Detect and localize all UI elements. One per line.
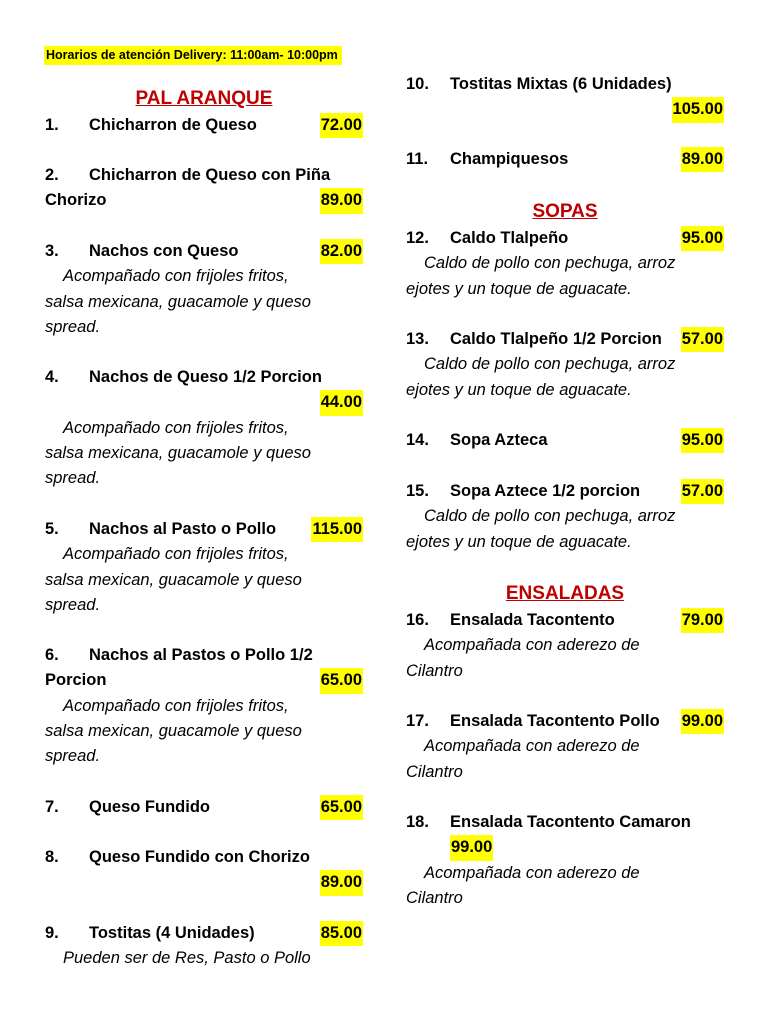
- item-name: Nachos al Pastos o Pollo 1/2: [89, 646, 313, 664]
- menu-item-2: [45, 163, 363, 214]
- description-line: ejotes y un toque de aguacate.: [406, 279, 632, 298]
- item-description: [45, 416, 363, 492]
- item-price: 65.00: [320, 795, 363, 820]
- item-name: Nachos al Pasto o Pollo: [89, 520, 277, 538]
- item-number: 9.: [45, 924, 59, 942]
- description-line: Acompañado con frijoles fritos,: [63, 267, 289, 286]
- item-price: 95.00: [681, 428, 724, 453]
- item-price: 115.00: [311, 517, 363, 542]
- item-number: 10.: [406, 75, 429, 93]
- item-number: 14.: [406, 431, 429, 449]
- menu-item-17: [406, 709, 724, 785]
- menu-item-11: [406, 147, 724, 172]
- item-name: Queso Fundido con Chorizo: [89, 848, 310, 866]
- menu-item-16: [406, 608, 724, 684]
- item-description: [406, 633, 724, 684]
- item-name: Ensalada Tacontento: [450, 611, 615, 629]
- item-name-continued: Chorizo: [45, 191, 107, 210]
- menu-item-5: [45, 517, 363, 618]
- item-number: 13.: [406, 330, 429, 348]
- item-description: [406, 734, 724, 785]
- item-name: Caldo Tlalpeño 1/2 Porcion: [450, 330, 662, 348]
- menu-item-4: [45, 365, 363, 491]
- item-description: [45, 264, 363, 340]
- item-number: 15.: [406, 482, 429, 500]
- item-description: [45, 542, 363, 618]
- item-number: 17.: [406, 712, 429, 730]
- item-price: 99.00: [681, 709, 724, 734]
- item-name: Tostitas Mixtas (6 Unidades): [450, 75, 672, 93]
- item-number: 18.: [406, 813, 429, 831]
- description-line: spread.: [45, 469, 101, 488]
- item-price: 95.00: [681, 226, 724, 251]
- item-description: [406, 251, 724, 302]
- item-number: 7.: [45, 798, 59, 816]
- section-title-sopas: SOPAS: [532, 201, 598, 222]
- menu-item-3: [45, 239, 363, 340]
- description-line: Acompañado con frijoles fritos,: [63, 418, 289, 437]
- item-number: 5.: [45, 520, 59, 538]
- item-description: [45, 946, 363, 971]
- item-name: Sopa Aztece 1/2 porcion: [450, 482, 641, 500]
- menu-item-9: [45, 921, 363, 972]
- menu-item-1: [45, 113, 363, 138]
- menu-item-7: [45, 795, 363, 820]
- item-number: 11.: [406, 150, 429, 168]
- item-number: 12.: [406, 229, 429, 247]
- item-price: 65.00: [320, 668, 363, 693]
- item-number: 3.: [45, 242, 59, 260]
- description-line: ejotes y un toque de aguacate.: [406, 380, 632, 399]
- description-line: Caldo de pollo con pechuga, arroz: [424, 507, 676, 526]
- description-line: Cilantro: [406, 888, 463, 907]
- item-price: 57.00: [681, 479, 724, 504]
- description-line: Cilantro: [406, 762, 463, 781]
- item-description: [406, 504, 724, 555]
- item-number: 4.: [45, 368, 59, 386]
- description-line: spread.: [45, 595, 101, 614]
- item-name: Ensalada Tacontento Camaron: [450, 813, 691, 831]
- item-price: 44.00: [320, 390, 363, 415]
- description-line: Acompañado con frijoles fritos,: [63, 545, 289, 564]
- item-description: [45, 694, 363, 770]
- description-line: spread.: [45, 317, 101, 336]
- menu-item-14: [406, 428, 724, 453]
- item-price: 89.00: [320, 870, 363, 895]
- menu-item-18: [406, 810, 724, 911]
- item-name: Tostitas (4 Unidades): [89, 924, 255, 942]
- description-line: salsa mexican, guacamole y queso: [45, 570, 302, 589]
- item-name: Sopa Azteca: [450, 431, 548, 449]
- section-title-ensaladas: ENSALADAS: [505, 583, 625, 604]
- item-number: 2.: [45, 166, 59, 184]
- item-number: 8.: [45, 848, 59, 866]
- item-price: 85.00: [320, 921, 363, 946]
- item-price: 105.00: [672, 97, 724, 122]
- item-name-continued: Porcion: [45, 671, 107, 690]
- item-name: Chicharron de Queso con Piña: [89, 166, 331, 184]
- description-line: Caldo de pollo con pechuga, arroz: [424, 355, 676, 374]
- description-line: spread.: [45, 747, 101, 766]
- item-price: 72.00: [320, 113, 363, 138]
- item-description: [406, 861, 724, 912]
- item-name: Chicharron de Queso: [89, 116, 257, 134]
- description-line: Acompañada con aderezo de: [424, 737, 640, 756]
- item-name: Nachos con Queso: [89, 242, 239, 260]
- menu-item-10: [406, 72, 724, 123]
- menu-item-6: [45, 643, 363, 769]
- description-line: Cilantro: [406, 661, 463, 680]
- description-line: salsa mexican, guacamole y queso: [45, 721, 302, 740]
- item-number: 16.: [406, 611, 429, 629]
- item-name: Queso Fundido: [89, 798, 210, 816]
- item-name: Caldo Tlalpeño: [450, 229, 569, 247]
- item-price: 99.00: [450, 835, 493, 860]
- description-line: Pueden ser de Res, Pasto o Pollo: [63, 949, 311, 968]
- section-title-pal-aranque: PAL ARANQUE: [135, 88, 273, 109]
- item-price: 89.00: [320, 188, 363, 213]
- menu-item-12: [406, 226, 724, 302]
- menu-item-15: [406, 479, 724, 555]
- item-name: Ensalada Tacontento Pollo: [450, 712, 660, 730]
- item-price: 57.00: [681, 327, 724, 352]
- description-line: Caldo de pollo con pechuga, arroz: [424, 254, 676, 273]
- description-line: salsa mexicana, guacamole y queso: [45, 292, 311, 311]
- item-number: 6.: [45, 646, 59, 664]
- description-line: salsa mexicana, guacamole y queso: [45, 443, 311, 462]
- item-price: 82.00: [320, 239, 363, 264]
- item-price: 89.00: [681, 147, 724, 172]
- menu-item-8: [45, 845, 363, 896]
- delivery-hours-banner: Horarios de atención Delivery: 11:00am- 10:00pm: [44, 46, 342, 65]
- menu-item-13: [406, 327, 724, 403]
- description-line: Acompañada con aderezo de: [424, 636, 640, 655]
- item-name: Champiquesos: [450, 150, 569, 168]
- item-number: 1.: [45, 116, 59, 134]
- item-description: [406, 352, 724, 403]
- description-line: ejotes y un toque de aguacate.: [406, 532, 632, 551]
- description-line: Acompañada con aderezo de: [424, 863, 640, 882]
- description-line: Acompañado con frijoles fritos,: [63, 696, 289, 715]
- item-name: Nachos de Queso 1/2 Porcion: [89, 368, 322, 386]
- item-price: 79.00: [681, 608, 724, 633]
